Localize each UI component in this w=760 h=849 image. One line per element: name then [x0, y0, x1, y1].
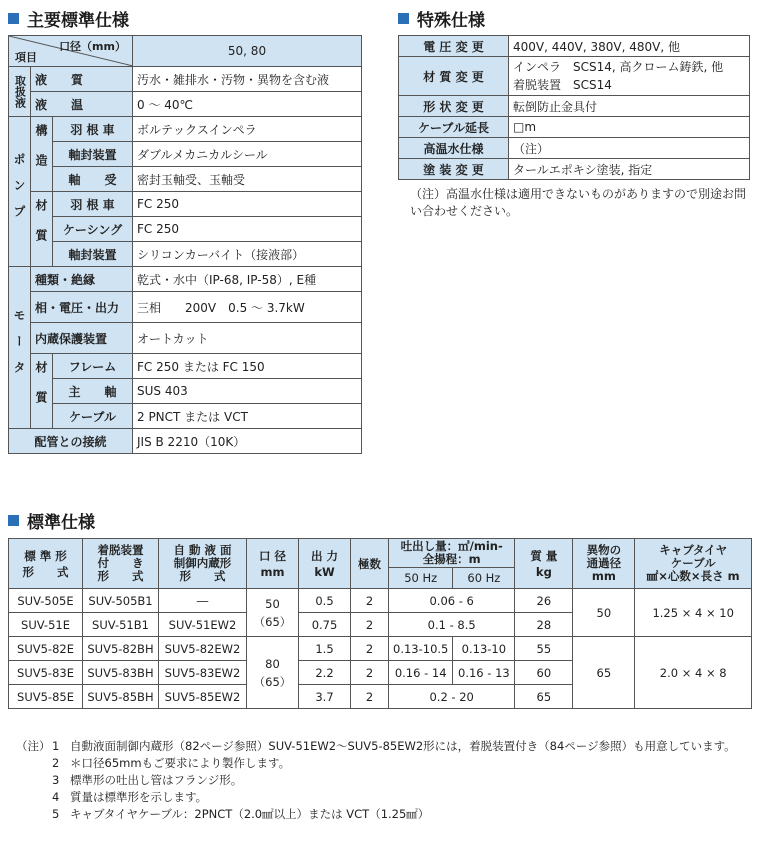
sub-structure: 構造	[31, 117, 53, 192]
note-item: 5 キャブタイヤケーブル：2PNCT（2.0㎟以上）または VCT（1.25㎟）	[52, 807, 430, 821]
cable-label: ケーブル	[53, 404, 133, 429]
section-square-icon	[398, 13, 409, 24]
special-value: □m	[509, 117, 750, 138]
notes	[16, 738, 754, 823]
impeller-label: 羽 根 車	[53, 117, 133, 142]
special-value: タールエポキシ塗装, 指定	[509, 159, 750, 180]
main-spec-title: 主要標準仕様	[8, 6, 129, 31]
hdr-bore: 口 径 mm	[247, 539, 299, 589]
bearing-value: 密封玉軸受、玉軸受	[133, 167, 362, 192]
phase-label: 相・電圧・出力	[31, 292, 133, 323]
standard-spec-title: 標準仕様	[8, 508, 95, 533]
hdr-model: 標 準 形 形 式	[9, 539, 83, 589]
special-value: 400V, 440V, 380V, 480V, 他	[509, 36, 750, 57]
special-label: 高温水仕様	[399, 138, 509, 159]
shaft-seal-value: ダブルメカニカルシール	[133, 142, 362, 167]
note-item: 4 質量は標準形を示します。	[52, 790, 208, 804]
hdr-cable: キャブタイヤ ケーブル ㎟×心数×長さ m	[635, 539, 752, 589]
cable-value: 2 PNCT または VCT	[133, 404, 362, 429]
special-label: 形 状 変 更	[399, 96, 509, 117]
bore-b: 80 （65）	[247, 637, 299, 709]
hdr-discharge: 吐出し量：㎥/min- 全揚程：m	[389, 539, 515, 568]
hdr-60hz: 60 Hz	[453, 568, 515, 589]
bore-a: 50 （65）	[247, 589, 299, 637]
liquid-value: 汚水・雑排水・汚物・異物を含む液	[133, 67, 362, 92]
mat-impeller-label: 羽 根 車	[53, 192, 133, 217]
header-item: 項目	[15, 51, 37, 64]
special-label: ケーブル延長	[399, 117, 509, 138]
table-row: SUV-505E SUV-505B1 ― 50 （65） 0.5 2 0.06 - 6 26 50 1.25 × 4 × 10	[9, 589, 752, 613]
special-label: 材 質 変 更	[399, 57, 509, 96]
special-spec-title: 特殊仕様	[398, 6, 485, 31]
frame-label: フレーム	[53, 354, 133, 379]
shaft-seal-label: 軸封装置	[53, 142, 133, 167]
casing-value: FC 250	[133, 217, 362, 242]
special-value: インペラ SCS14, 高クローム鋳鉄, 他 着脱装置 SCS14	[509, 57, 750, 96]
header-corner	[9, 36, 133, 67]
note-item: （注） 1 自動液面制御内蔵形（82ページ参照）SUV-51EW2～SUV5-85EW2形には，着脱装置付き（84ページ参照）も用意しています。	[16, 739, 736, 753]
passage-b: 65	[573, 637, 635, 709]
table-row: SUV5-82E SUV5-82BH SUV5-82EW2 80 （65） 1.5 2 0.13-10.5 0.13-10 55 65 2.0 × 4 × 8	[9, 637, 752, 661]
mat-impeller-value: FC 250	[133, 192, 362, 217]
phase-value: 三相 200V 0.5 ～ 3.7kW	[133, 292, 362, 323]
section-square-icon	[8, 515, 19, 526]
mat-seal-value: シリコンカーバイト（接液部）	[133, 242, 362, 267]
type-label: 種類・絶縁	[31, 267, 133, 292]
hdr-poles: 極数	[351, 539, 389, 589]
cable-b: 2.0 × 4 × 8	[635, 637, 752, 709]
bearing-label: 軸 受	[53, 167, 133, 192]
note-item: 2 ＊口径65mmもご要求により製作します。	[52, 756, 291, 770]
special-label: 塗 装 変 更	[399, 159, 509, 180]
cable-a: 1.25 × 4 × 10	[635, 589, 752, 637]
header-bore: 口径（mm）	[59, 40, 126, 53]
header-value: 50, 80	[133, 36, 362, 67]
liquid-label: 液 質	[31, 67, 133, 92]
main-spec-table	[8, 35, 362, 454]
special-label: 電 圧 変 更	[399, 36, 509, 57]
table-row: SUV5-85E SUV5-85BH SUV5-85EW2 3.7 2 0.2 - 20 65	[9, 685, 752, 709]
main-shaft-value: SUS 403	[133, 379, 362, 404]
sub-motor-material: 材質	[31, 354, 53, 429]
note-item: 3 標準形の吐出し管はフランジ形。	[52, 773, 243, 787]
hdr-output: 出 力 kW	[299, 539, 351, 589]
group-motor: モータ	[9, 267, 31, 429]
group-handling: 取扱液	[9, 67, 31, 117]
temp-value: 0 ～ 40℃	[133, 92, 362, 117]
standard-spec-table	[8, 538, 752, 709]
group-pump: ポンプ	[9, 117, 31, 267]
hdr-passage: 異物の 通過径 mm	[573, 539, 635, 589]
frame-value: FC 250 または FC 150	[133, 354, 362, 379]
mat-seal-label: 軸封装置	[53, 242, 133, 267]
sub-material: 材質	[31, 192, 53, 267]
impeller-value: ボルテックスインペラ	[133, 117, 362, 142]
special-note: （注）高温水仕様は適用できないものがありますので別途お問い合わせください。	[410, 187, 747, 218]
hdr-50hz: 50 Hz	[389, 568, 453, 589]
casing-label: ケーシング	[53, 217, 133, 242]
temp-label: 液 温	[31, 92, 133, 117]
pipe-value: JIS B 2210（10K）	[133, 429, 362, 454]
hdr-mass: 質 量 kg	[515, 539, 573, 589]
special-value: 転倒防止金具付	[509, 96, 750, 117]
table-row: SUV-51E SUV-51B1 SUV-51EW2 0.75 2 0.1 - 8.5 28	[9, 613, 752, 637]
protect-label: 内蔵保護装置	[31, 323, 133, 354]
hdr-detach: 着脱装置 付 き 形 式	[83, 539, 159, 589]
special-spec-table	[398, 35, 750, 180]
type-value: 乾式・水中（IP-68, IP-58）, E種	[133, 267, 362, 292]
section-square-icon	[8, 13, 19, 24]
hdr-auto: 自 動 液 面 制御内蔵形 形 式	[159, 539, 247, 589]
protect-value: オートカット	[133, 323, 362, 354]
special-value: （注）	[509, 138, 750, 159]
pipe-label: 配管との接続	[9, 429, 133, 454]
passage-a: 50	[573, 589, 635, 637]
table-row: SUV5-83E SUV5-83BH SUV5-83EW2 2.2 2 0.16 - 14 0.16 - 13 60	[9, 661, 752, 685]
main-shaft-label: 主 軸	[53, 379, 133, 404]
